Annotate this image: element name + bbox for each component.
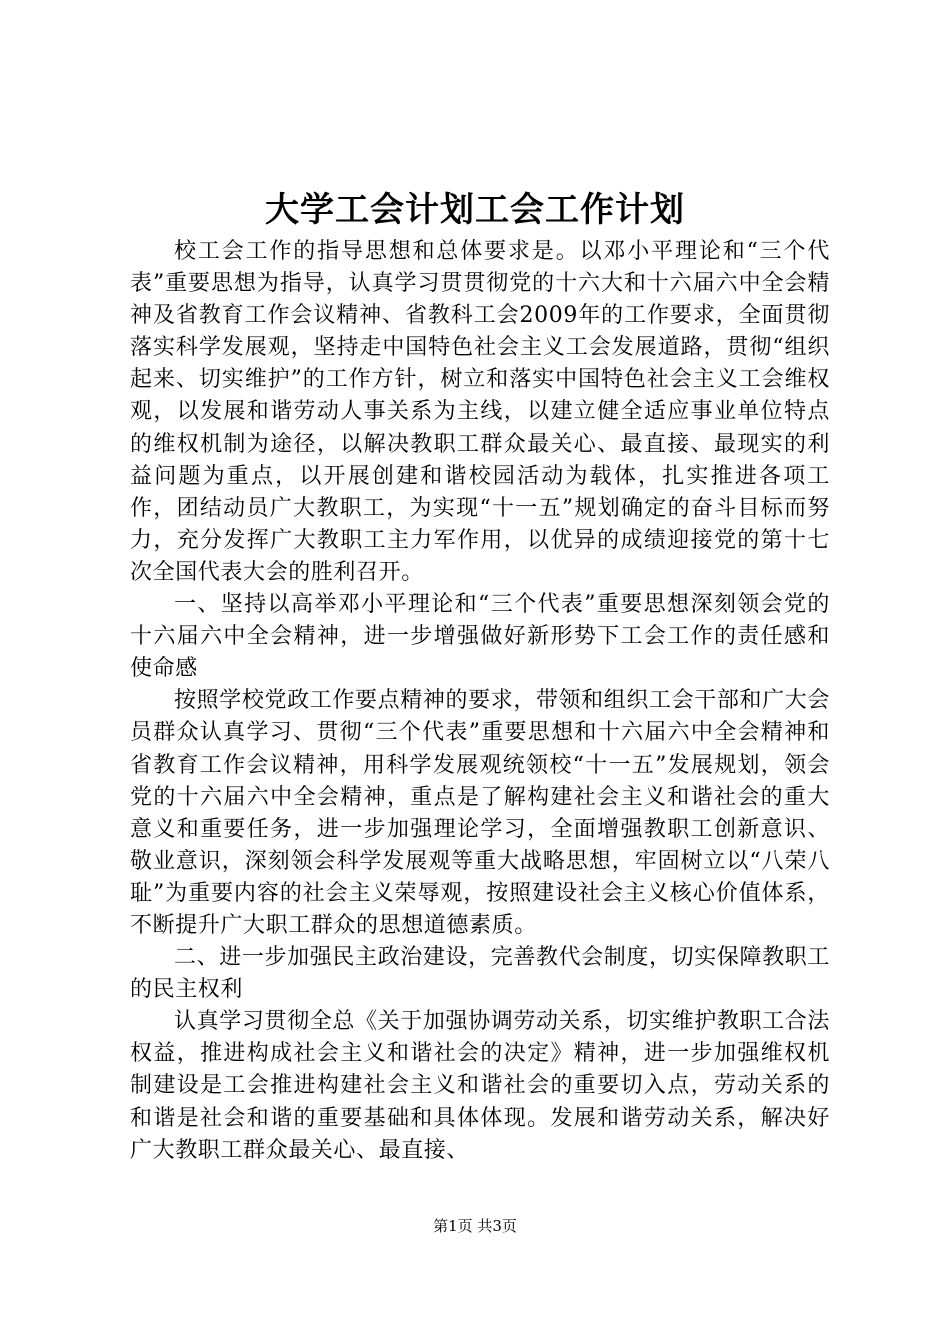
paragraph-guiding-thought: 校工会工作的指导思想和总体要求是。以邓小平理论和“三个代表”重要思想为指导，认真学习贯贯彻党的十六大和十六届六中全会精神及省教育工作会议精神、省教科工会2009年的工作要求，全面贯彻落实科学发展观，坚持走中国特色社会主义工会发展道路，贯彻“组织起来、切实维护”的工作方针，树立和落实中国特色社会主义工会维权观，以发展和谐劳动人事关系为主线，以建立健全适应事业单位特点的维权机制为途径，以解决教职工群众最关心、最直接、最现实的利益问题为重点，以开展创建和谐校园活动为载体，扎实推进各项工作，团结动员广大教职工，为实现“十一五”规划确定的奋斗目标而努力，充分发挥广大教职工主力军作用，以优异的成绩迎接党的第十七次全国代表大会的胜利召开。	[130, 239, 830, 585]
document-title: 大学工会计划工会工作计划	[265, 190, 685, 230]
document-body	[130, 236, 830, 1167]
paragraph-section-2: 认真学习贯彻全总《关于加强协调劳动关系，切实维护教职工合法权益，推进构成社会主义和谐社会的决定》精神，进一步加强维权机制建设是工会推进构建社会主义和谐社会的重要切入点，劳动关系的和谐是社会和谐的重要基础和具体体现。发展和谐劳动关系，解决好广大教职工群众最关心、最直接、	[130, 1009, 830, 1163]
paragraph-section-1: 按照学校党政工作要点精神的要求，带领和组织工会干部和广大会员群众认真学习、贯彻“三个代表”重要思想和十六届六中全会精神和省教育工作会议精神，用科学发展观统领校“十一五”发展规划，领会党的十六届六中全会精神，重点是了解构建社会主义和谐社会的重大意义和重要任务，进一步加强理论学习，全面增强教职工创新意识、敬业意识，深刻领会科学发展观等重大战略思想，牢固树立以“八荣八耻”为重要内容的社会主义荣辱观，按照建设社会主义核心价值体系，不断提升广大职工群众的思想道德素质。	[130, 688, 830, 938]
section-heading-2: 二、进一步加强民主政治建设，完善教代会制度，切实保障教职工的民主权利	[130, 945, 830, 1003]
page-number: 第1页 共3页	[433, 1217, 517, 1235]
page-footer	[0, 1216, 950, 1236]
section-heading-1: 一、坚持以高举邓小平理论和“三个代表”重要思想深刻领会党的十六届六中全会精神，进一步增强做好新形势下工会工作的责任感和使命感	[130, 592, 830, 682]
